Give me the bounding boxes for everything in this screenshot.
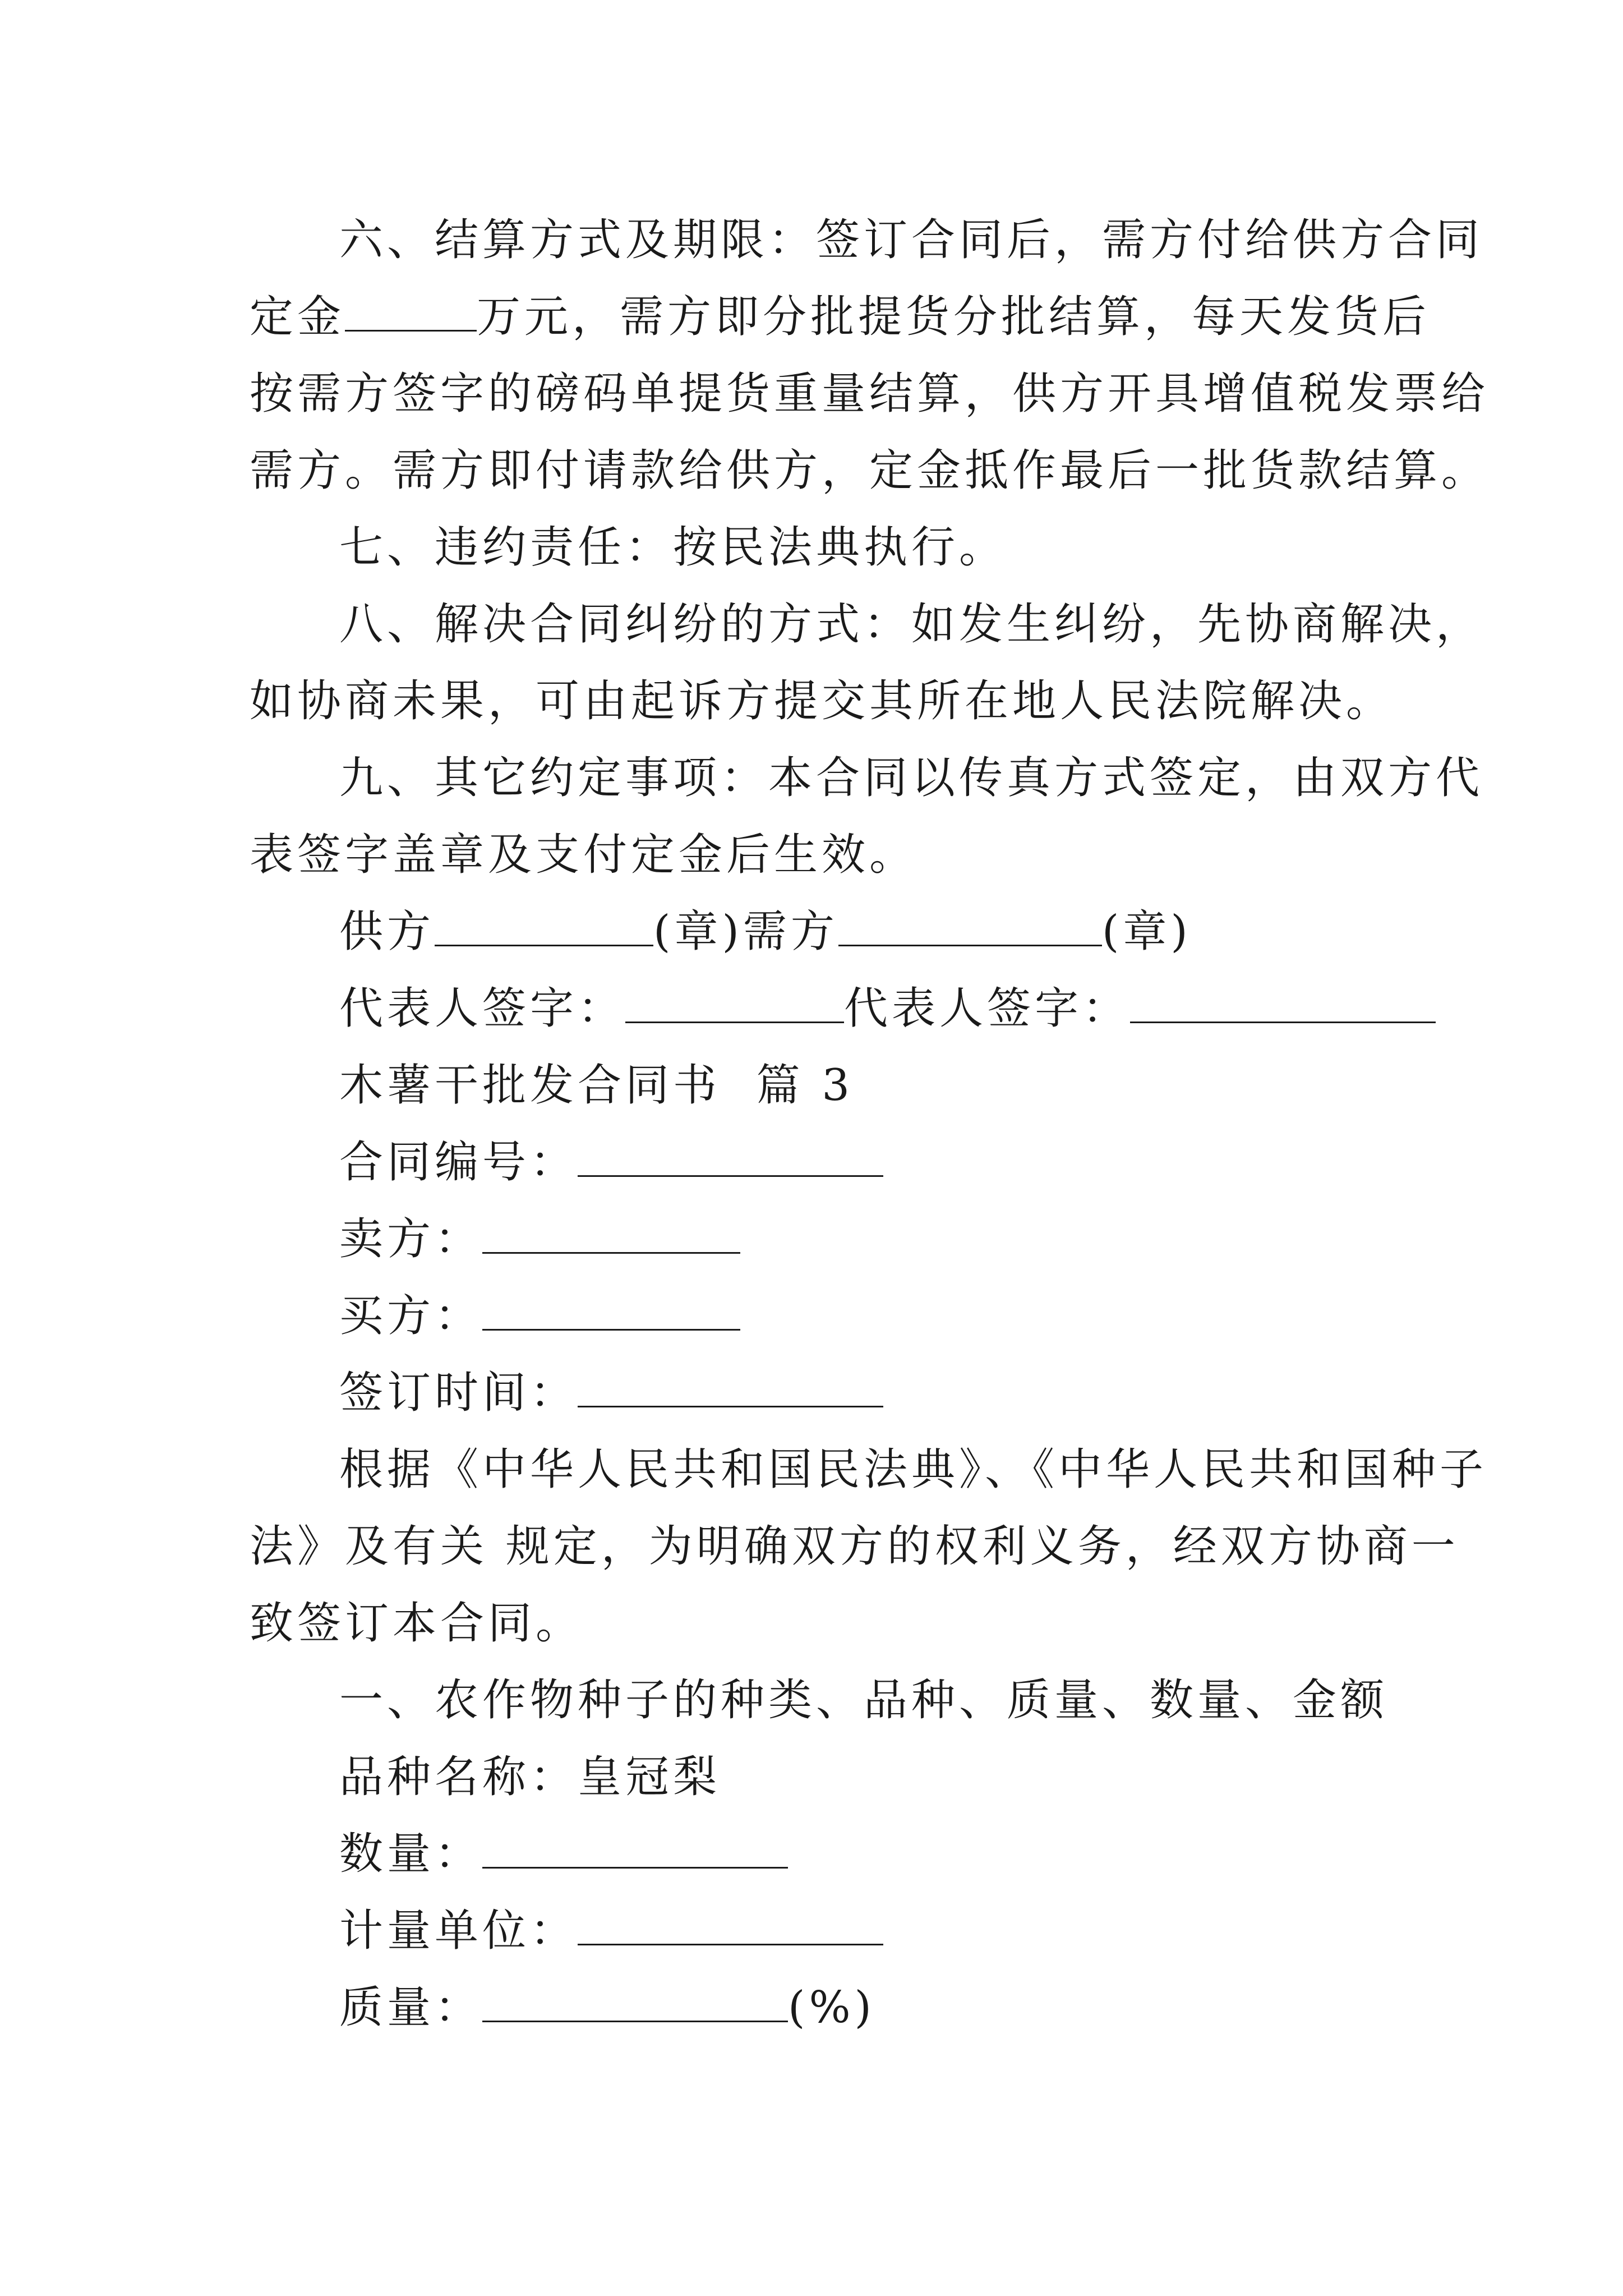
- paragraph-other: 九、其它约定事项：本合同以传真方式签定，由双方代: [339, 753, 1484, 803]
- paragraph-weighing: 按需方签字的磅码单提货重量结算，供方开具增值税发票给: [250, 369, 1490, 419]
- variety-row: 品种名称：皇冠梨: [339, 1752, 721, 1802]
- supplier-rep-blank[interactable]: [625, 982, 844, 1023]
- seller-blank[interactable]: [482, 1213, 740, 1254]
- quality-row: 质量： (%): [339, 1982, 875, 2033]
- paragraph-deposit: 定金 万元，需方即分批提货分批结算，每天发货后: [250, 292, 1431, 342]
- section-title: 木薯干批发合同书 篇 3: [339, 1060, 854, 1111]
- quantity-row: 数量：: [250, 1816, 1388, 1893]
- unit-blank[interactable]: [578, 1904, 883, 1945]
- signature-reps: 代表人签字： 代表人签字：: [250, 970, 1388, 1047]
- document-body: [250, 202, 1490, 2046]
- paragraph-basis: 根据《中华人民共和国民法典》、《中华人民共和国种子: [339, 1444, 1488, 1495]
- contract-number-row: 合同编号：: [250, 1124, 1388, 1201]
- deposit-blank[interactable]: [345, 291, 477, 332]
- supplier-blank[interactable]: [435, 905, 653, 946]
- purchaser-row: 买方：: [250, 1278, 1388, 1355]
- clause-one-title: 一、农作物种子的种类、品种、质量、数量、金额: [339, 1675, 1389, 1726]
- purchaser-blank[interactable]: [482, 1290, 740, 1331]
- quantity-blank[interactable]: [482, 1828, 788, 1869]
- seller-row: 卖方：: [250, 1201, 1388, 1278]
- sign-date-blank[interactable]: [578, 1366, 883, 1407]
- paragraph-liability: 七、违约责任：按民法典执行。: [339, 522, 1007, 573]
- paragraph-basis-end: 致签订本合同。: [250, 1598, 584, 1649]
- quality-blank[interactable]: [482, 1981, 788, 2022]
- paragraph-dispute: 八、解决合同纠纷的方式：如发生纠纷，先协商解决，: [339, 599, 1484, 650]
- contract-number-blank[interactable]: [578, 1136, 883, 1177]
- buyer-rep-blank[interactable]: [1130, 982, 1436, 1023]
- unit-row: 计量单位：: [250, 1893, 1388, 1970]
- paragraph-settlement: 六、结算方式及期限：签订合同后，需方付给供方合同: [339, 215, 1484, 265]
- buyer-blank[interactable]: [838, 905, 1102, 946]
- paragraph-other-cont: 表签字盖章及支付定金后生效。: [250, 830, 917, 880]
- paragraph-basis-cont: 法》及有关 规定，为明确双方的权利义务，经双方协商一: [250, 1521, 1459, 1572]
- signature-parties: 供方 (章)需方 (章): [339, 907, 1192, 957]
- paragraph-dispute-cont: 如协商未果，可由起诉方提交其所在地人民法院解决。: [250, 676, 1394, 726]
- sign-date-row: 签订时间：: [250, 1355, 1388, 1432]
- paragraph-payment: 需方。需方即付请款给供方，定金抵作最后一批货款结算。: [250, 445, 1490, 496]
